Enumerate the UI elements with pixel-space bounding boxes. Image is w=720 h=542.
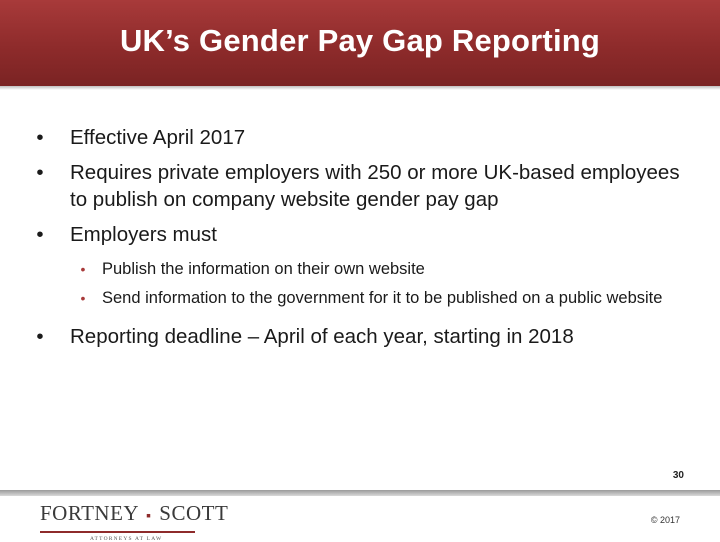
- title-bar: [0, 0, 720, 86]
- logo-rule: [40, 531, 195, 533]
- logo-second-word: SCOTT: [159, 501, 229, 525]
- bullet-dot-icon: •: [36, 126, 44, 149]
- sub-bullet-text: Send information to the government for it to be published on a public website: [102, 289, 663, 307]
- sub-bullet-item: [30, 256, 690, 282]
- footer-divider: [0, 490, 720, 496]
- bullet-text: Effective April 2017: [70, 126, 246, 149]
- slide-title: UK’s Gender Pay Gap Reporting: [119, 23, 601, 58]
- slide-content: [30, 124, 690, 358]
- bullet-item: [30, 221, 690, 248]
- bullet-dot-icon: •: [36, 161, 44, 184]
- page-number: 30: [672, 470, 684, 481]
- fortney-scott-logo: [40, 501, 229, 542]
- logo-separator-icon: ▪: [146, 509, 152, 524]
- logo-tagline: ATTORNEYS AT LAW: [90, 536, 163, 542]
- bullet-item: [30, 124, 690, 151]
- bullet-item: [30, 323, 690, 350]
- copyright: © 2017: [650, 515, 680, 525]
- logo-wordmark: [40, 502, 228, 528]
- sub-bullet-dot-icon: •: [80, 261, 86, 277]
- sub-bullet-text: Publish the information on their own website: [102, 260, 425, 278]
- sub-bullet-item: [30, 285, 690, 311]
- bullet-text: Reporting deadline – April of each year, starting in 2018: [70, 325, 574, 348]
- sub-bullet-dot-icon: •: [80, 290, 86, 306]
- bullet-dot-icon: •: [36, 325, 44, 348]
- bullet-dot-icon: •: [36, 223, 44, 246]
- bullet-text: Employers must: [70, 223, 217, 246]
- bullet-item: [30, 159, 690, 213]
- bullet-text: Requires private employers with 250 or more UK-based employees to publish on company website gender pay gap: [70, 161, 680, 211]
- sub-bullet-list: [30, 256, 690, 311]
- logo-first-word: FORTNEY: [40, 501, 139, 525]
